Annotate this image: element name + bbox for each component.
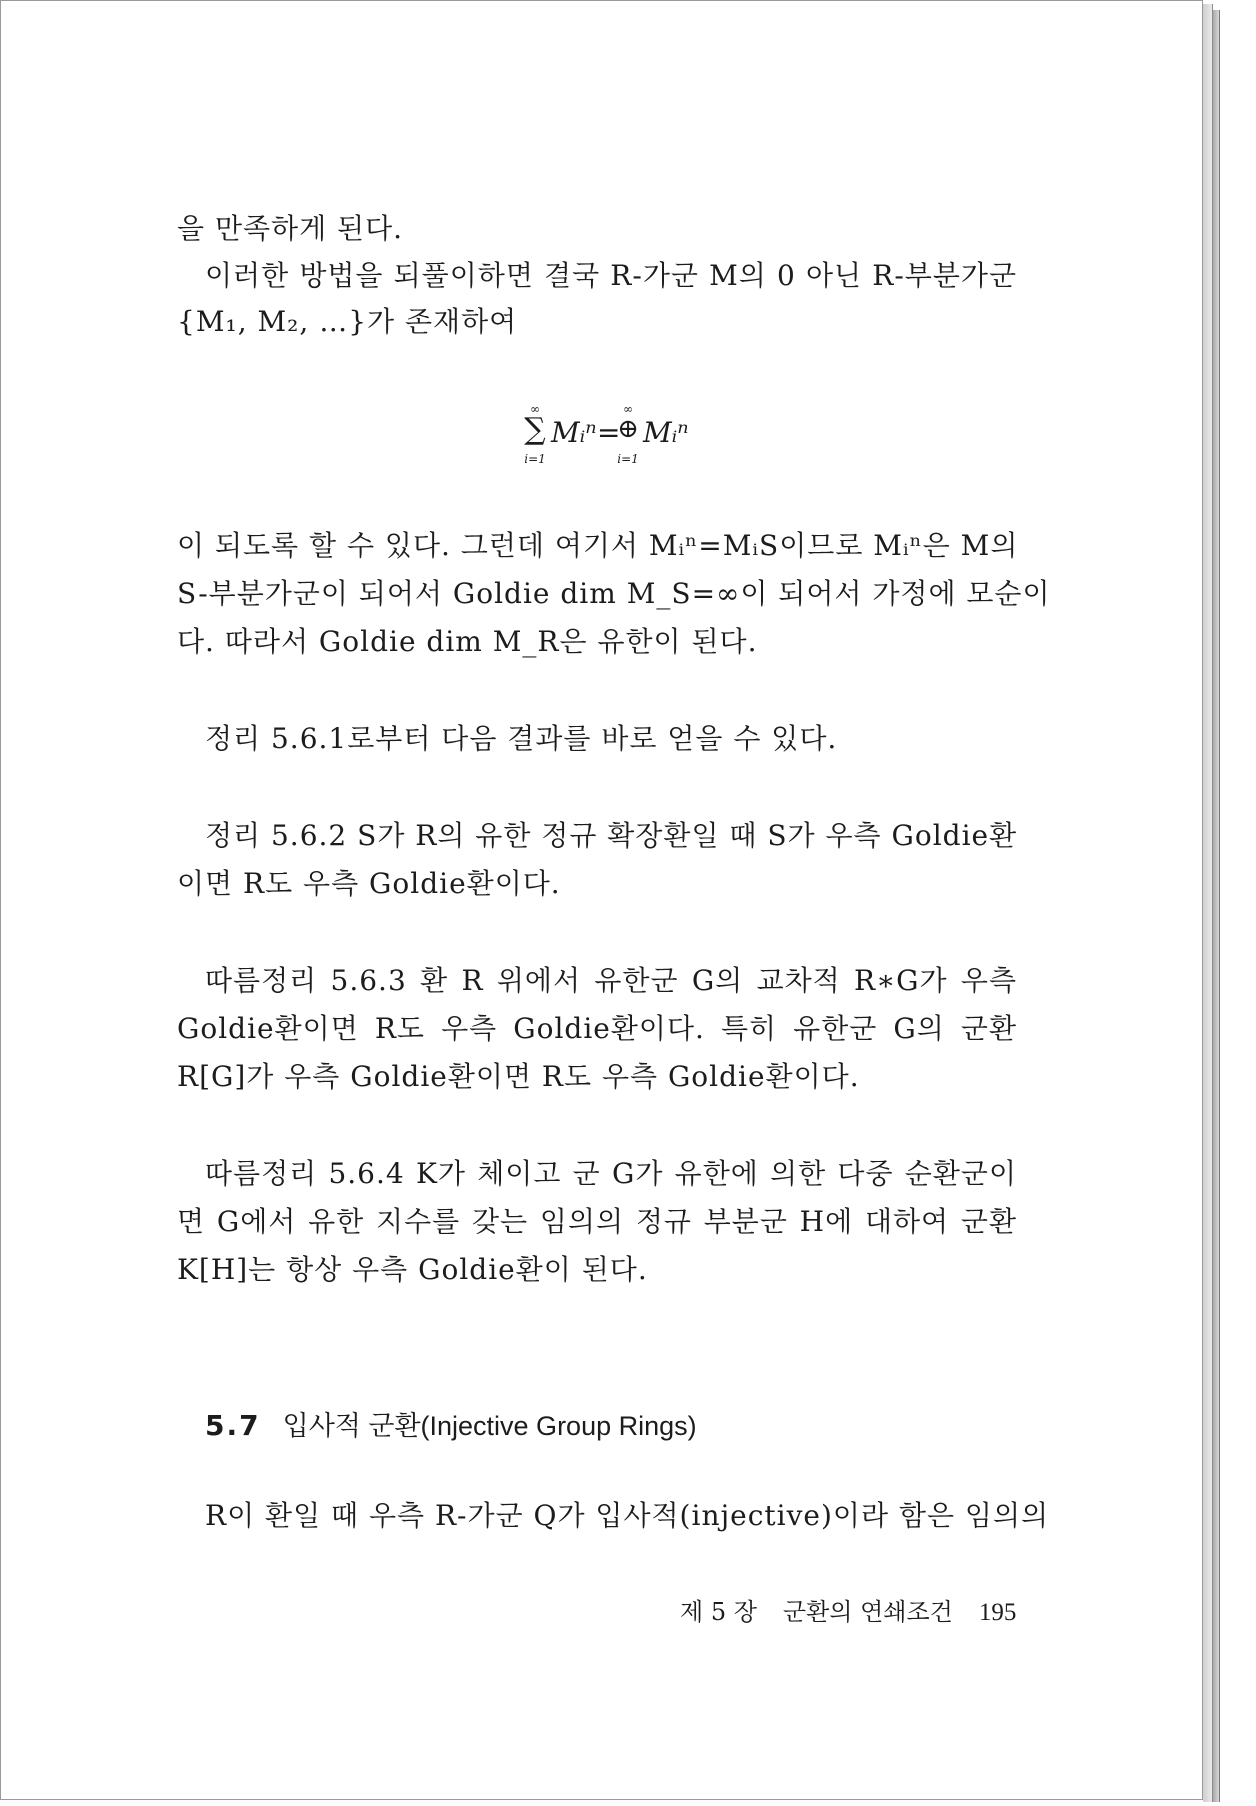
text-line: 이러한 방법을 되풀이하면 결국 R-가군 M의 0 아닌 R-부분가군 <box>205 259 1017 292</box>
text-line: R이 환일 때 우측 R-가군 Q가 입사적(injective)이라 함은 임의의 <box>205 1499 1050 1532</box>
lhs-term: Mᵢⁿ <box>551 416 597 449</box>
sum-upper-limit: ∞ <box>530 402 540 416</box>
section-heading <box>205 1404 697 1443</box>
text-line: 정리 5.6.1로부터 다음 결과를 바로 얻을 수 있다. <box>205 722 838 755</box>
corollary-line: R[G]가 우측 Goldie환이면 R도 우측 Goldie환이다. <box>177 1060 860 1093</box>
corollary-line: 따름정리 5.6.3 환 R 위에서 유한군 G의 교차적 R∗G가 우측 <box>205 964 1017 997</box>
sum-symbol: ∑ <box>524 412 546 447</box>
theorem-line: 정리 5.6.2 S가 R의 유한 정규 확장환일 때 S가 우측 Goldie환 <box>205 819 1018 852</box>
section-title: 입사적 군환(Injective Group Rings) <box>282 1411 697 1441</box>
theorem-line: 이면 R도 우측 Goldie환이다. <box>177 867 561 900</box>
equals-sign: = <box>597 416 621 449</box>
running-footer <box>680 1592 1016 1627</box>
section-number: 5.7 <box>205 1409 261 1442</box>
chapter-label: 제 5 장 <box>680 1598 757 1626</box>
oplus-symbol: ⊕ <box>617 414 639 444</box>
page-number: 195 <box>978 1599 1017 1626</box>
corollary-line: 면 G에서 유한 지수를 갖는 임의의 정규 부분군 H에 대하여 군환 <box>177 1205 1017 1238</box>
text-line: {M₁, M₂, …}가 존재하여 <box>177 305 518 338</box>
text-line: 을 만족하게 된다. <box>177 212 404 245</box>
page-edge-shadow <box>1213 10 1220 1802</box>
chapter-title: 군환의 연쇄조건 <box>782 1598 953 1626</box>
corollary-line: K[H]는 항상 우측 Goldie환이 된다. <box>177 1253 648 1286</box>
oplus-lower-limit: i=1 <box>617 452 639 466</box>
rhs-term: Mᵢⁿ <box>643 416 689 449</box>
text-line: 이 되도록 할 수 있다. 그런데 여기서 Mᵢⁿ=MᵢS이므로 Mᵢⁿ은 M의 <box>177 529 1019 562</box>
corollary-line: 따름정리 5.6.4 K가 체이고 군 G가 유한에 의한 다중 순환군이 <box>205 1157 1017 1190</box>
text-line: 다. 따라서 Goldie dim M_R은 유한이 된다. <box>177 625 758 658</box>
sum-lower-limit: i=1 <box>524 452 546 466</box>
corollary-line: Goldie환이면 R도 우측 Goldie환이다. 특히 유한군 G의 군환 <box>177 1012 1017 1045</box>
text-line: S-부분가군이 되어서 Goldie dim M_S=∞이 되어서 가정에 모순이 <box>177 577 1051 610</box>
oplus-upper-limit: ∞ <box>623 402 633 416</box>
page-edge <box>1203 4 1213 1802</box>
